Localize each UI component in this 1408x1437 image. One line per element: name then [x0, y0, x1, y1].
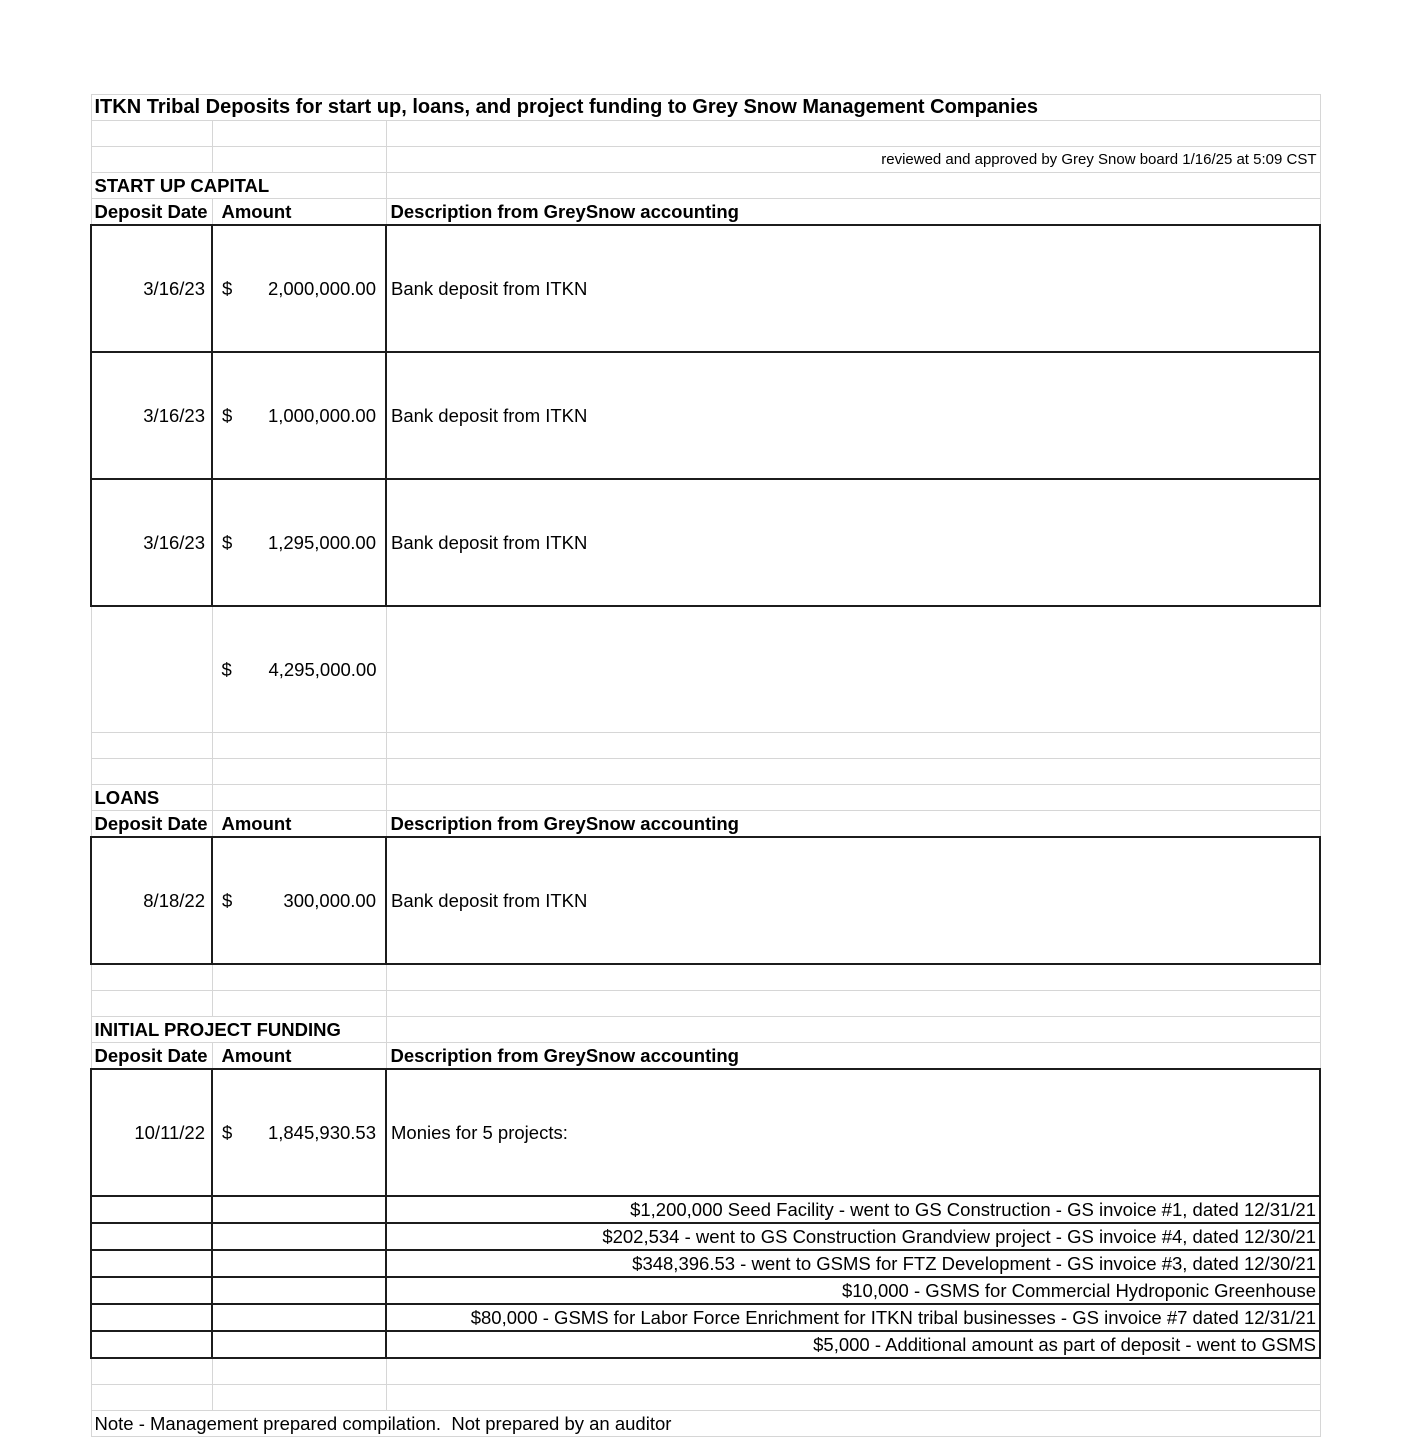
- empty-cell: [212, 1304, 386, 1331]
- empty-cell: [386, 991, 1320, 1017]
- empty-cell: [91, 1358, 212, 1385]
- table-row: [91, 1069, 1320, 1196]
- section-heading-startup: START UP CAPITAL: [91, 173, 386, 199]
- empty-cell: [91, 1250, 212, 1277]
- col-header-description: Description from GreySnow accounting: [386, 1043, 1320, 1070]
- section-heading-row: [91, 1017, 1320, 1043]
- empty-cell: [212, 147, 386, 173]
- currency-symbol: $: [222, 278, 233, 299]
- currency-symbol: $: [222, 405, 233, 426]
- approval-note: reviewed and approved by Grey Snow board 1/16/25 at 5:09 CST: [386, 147, 1320, 173]
- empty-cell: [212, 1277, 386, 1304]
- deposit-amount: [212, 352, 386, 479]
- empty-cell: [386, 173, 1320, 199]
- empty-cell: [91, 147, 212, 173]
- empty-cell: [212, 1331, 386, 1358]
- project-detail-line: $5,000 - Additional amount as part of deposit - went to GSMS: [386, 1331, 1320, 1358]
- deposit-description: Bank deposit from ITKN: [386, 225, 1320, 352]
- col-header-description: Description from GreySnow accounting: [386, 811, 1320, 838]
- empty-cell: [212, 1196, 386, 1223]
- deposit-amount: [212, 479, 386, 606]
- empty-cell: [91, 1223, 212, 1250]
- empty-cell: [212, 121, 386, 147]
- section-heading-row: [91, 173, 1320, 199]
- deposit-date: 10/11/22: [91, 1069, 212, 1196]
- empty-cell: [91, 606, 212, 733]
- column-header-row: [91, 1043, 1320, 1070]
- section-heading-loans: LOANS: [91, 785, 212, 811]
- col-header-amount: Amount: [212, 811, 386, 838]
- col-header-date: Deposit Date: [91, 811, 212, 838]
- empty-cell: [212, 1223, 386, 1250]
- empty-cell: [212, 785, 386, 811]
- deposit-amount: [212, 837, 386, 964]
- empty-cell: [386, 759, 1320, 785]
- total-value: 4,295,000.00: [268, 659, 377, 680]
- empty-cell: [91, 1385, 212, 1411]
- empty-cell: [386, 785, 1320, 811]
- table-row: [91, 352, 1320, 479]
- amount-value: 300,000.00: [283, 890, 376, 911]
- empty-cell: [212, 733, 386, 759]
- amount-value: 1,295,000.00: [267, 532, 376, 553]
- deposits-spreadsheet: [90, 94, 1321, 1437]
- empty-row: [91, 964, 1320, 991]
- amount-value: 1,845,930.53: [267, 1122, 376, 1143]
- deposit-date: 8/18/22: [91, 837, 212, 964]
- empty-cell: [212, 1358, 386, 1385]
- empty-cell: [386, 733, 1320, 759]
- empty-cell: [212, 991, 386, 1017]
- col-header-date: Deposit Date: [91, 199, 212, 226]
- project-detail-line: $348,396.53 - went to GSMS for FTZ Development - GS invoice #3, dated 12/30/21: [386, 1250, 1320, 1277]
- empty-cell: [386, 1385, 1320, 1411]
- section-heading-project-funding: INITIAL PROJECT FUNDING: [91, 1017, 386, 1043]
- table-row: [91, 479, 1320, 606]
- empty-cell: [212, 1385, 386, 1411]
- empty-cell: [91, 1304, 212, 1331]
- empty-cell: [91, 733, 212, 759]
- total-row: [91, 606, 1320, 733]
- amount-value: 2,000,000.00: [267, 278, 376, 299]
- empty-cell: [386, 1358, 1320, 1385]
- table-row: [91, 1196, 1320, 1223]
- empty-cell: [212, 759, 386, 785]
- deposit-date: 3/16/23: [91, 352, 212, 479]
- col-header-amount: Amount: [212, 1043, 386, 1070]
- empty-cell: [91, 991, 212, 1017]
- deposit-description: Bank deposit from ITKN: [386, 837, 1320, 964]
- empty-cell: [91, 121, 212, 147]
- col-header-amount: Amount: [212, 199, 386, 226]
- footer-note: Note - Management prepared compilation. Not prepared by an auditor: [91, 1411, 1320, 1437]
- empty-row: [91, 991, 1320, 1017]
- project-detail-line: $202,534 - went to GS Construction Grandview project - GS invoice #4, dated 12/30/21: [386, 1223, 1320, 1250]
- empty-cell: [91, 1196, 212, 1223]
- empty-cell: [91, 1277, 212, 1304]
- title-row: [91, 95, 1320, 121]
- amount-value: 1,000,000.00: [267, 405, 376, 426]
- table-row: [91, 1277, 1320, 1304]
- table-row: [91, 1223, 1320, 1250]
- deposit-description: Bank deposit from ITKN: [386, 352, 1320, 479]
- currency-symbol: $: [222, 1122, 233, 1143]
- deposit-amount: [212, 225, 386, 352]
- empty-cell: [212, 1250, 386, 1277]
- column-header-row: [91, 199, 1320, 226]
- deposit-description: Monies for 5 projects:: [386, 1069, 1320, 1196]
- deposit-date: 3/16/23: [91, 479, 212, 606]
- col-header-date: Deposit Date: [91, 1043, 212, 1070]
- empty-cell: [386, 1017, 1320, 1043]
- empty-cell: [91, 759, 212, 785]
- table-row: [91, 837, 1320, 964]
- deposit-date: 3/16/23: [91, 225, 212, 352]
- empty-cell: [386, 964, 1320, 991]
- empty-cell: [91, 1331, 212, 1358]
- empty-row: [91, 1385, 1320, 1411]
- footer-note-row: [91, 1411, 1320, 1437]
- column-header-row: [91, 811, 1320, 838]
- startup-total: [212, 606, 386, 733]
- deposit-description: Bank deposit from ITKN: [386, 479, 1320, 606]
- empty-cell: [91, 964, 212, 991]
- project-detail-line: $80,000 - GSMS for Labor Force Enrichment for ITKN tribal businesses - GS invoice #7 dated 12/31/21: [386, 1304, 1320, 1331]
- table-row: [91, 1250, 1320, 1277]
- currency-symbol: $: [222, 890, 233, 911]
- currency-symbol: $: [221, 659, 232, 680]
- empty-row: [91, 1358, 1320, 1385]
- table-row: [91, 1331, 1320, 1358]
- empty-row: [91, 759, 1320, 785]
- deposit-amount: [212, 1069, 386, 1196]
- table-row: [91, 225, 1320, 352]
- empty-cell: [386, 606, 1320, 733]
- currency-symbol: $: [222, 532, 233, 553]
- section-heading-row: [91, 785, 1320, 811]
- empty-row: [91, 121, 1320, 147]
- empty-row: [91, 733, 1320, 759]
- empty-cell: [386, 121, 1320, 147]
- approval-row: [91, 147, 1320, 173]
- project-detail-line: $10,000 - GSMS for Commercial Hydroponic Greenhouse: [386, 1277, 1320, 1304]
- project-detail-line: $1,200,000 Seed Facility - went to GS Construction - GS invoice #1, dated 12/31/21: [386, 1196, 1320, 1223]
- empty-cell: [212, 964, 386, 991]
- col-header-description: Description from GreySnow accounting: [386, 199, 1320, 226]
- page-title: ITKN Tribal Deposits for start up, loans, and project funding to Grey Snow Management Companies: [91, 95, 1320, 121]
- table-row: [91, 1304, 1320, 1331]
